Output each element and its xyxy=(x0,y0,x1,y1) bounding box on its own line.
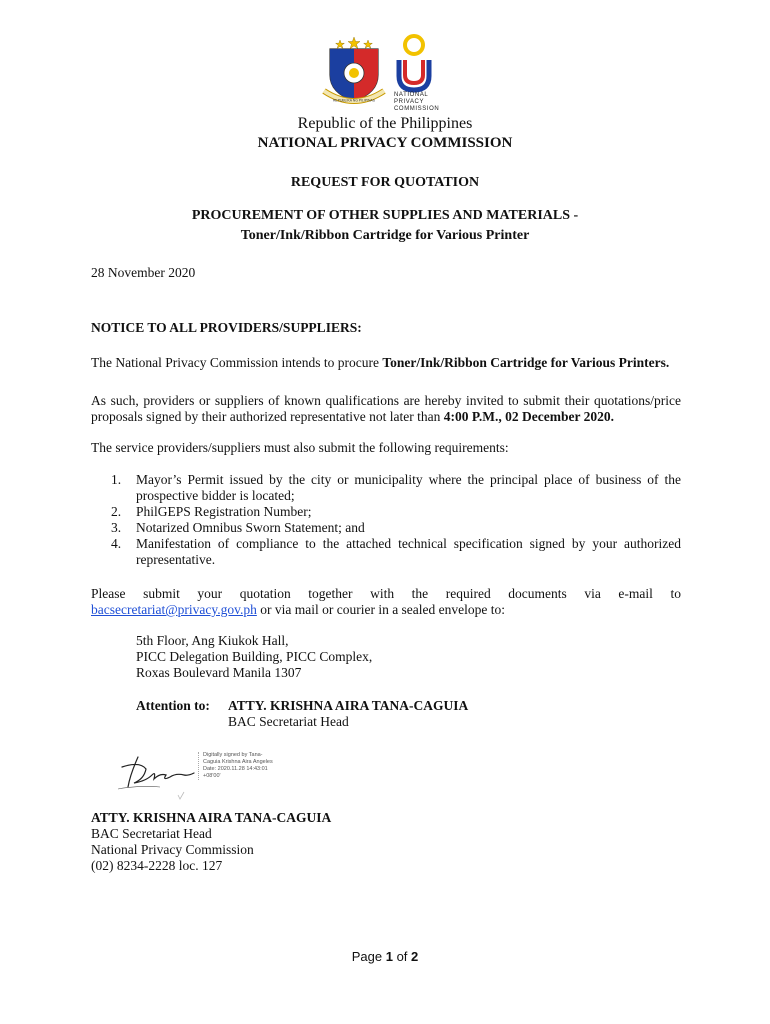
intent-paragraph xyxy=(91,355,681,371)
npc-text-line: PRIVACY xyxy=(394,99,425,105)
attention-name: ATTY. KRISHNA AIRA TANA-CAGUIA xyxy=(228,698,469,713)
digital-signature-stamp xyxy=(198,752,293,780)
submission-deadline: 4:00 P.M., 02 December 2020. xyxy=(443,409,614,424)
submission-line2-prefix: proposals signed by their authorized representative not later than xyxy=(91,409,444,424)
list-item xyxy=(91,504,681,520)
handwritten-signature-icon xyxy=(100,745,200,805)
npc-logo-text xyxy=(394,92,454,113)
digital-signature-line: Digitally signed by Tana- xyxy=(203,752,263,758)
email-link[interactable]: bacsecretariat@privacy.gov.ph xyxy=(91,602,257,617)
list-item-number: 1. xyxy=(111,472,122,487)
signatory-name: ATTY. KRISHNA AIRA TANA-CAGUIA xyxy=(91,810,332,825)
page-number xyxy=(0,949,770,964)
list-item-number: 4. xyxy=(111,536,122,551)
submission-line1: As such, providers or suppliers of known qualifications are hereby invited to submit their quotations/price xyxy=(91,393,681,408)
npc-logo-icon xyxy=(393,32,435,94)
digital-signature-line: +08'00' xyxy=(203,773,221,779)
list-item-text: Notarized Omnibus Sworn Statement; and xyxy=(136,520,365,535)
instructions-suffix: or via mail or courier in a sealed envelope to: xyxy=(256,602,506,617)
address-line: 5th Floor, Ang Kiukok Hall, xyxy=(136,633,289,648)
instructions-line1: Please submit your quotation together with the required documents via e-mail to xyxy=(91,586,681,601)
digital-signature-line: Date: 2020.11.28 14:43:01 xyxy=(203,766,268,772)
requirements-list xyxy=(91,472,681,568)
list-item-text: Mayor’s Permit issued by the city or municipality where the principal place of business of the prospective bidder is located; xyxy=(136,472,681,503)
philippine-seal-icon xyxy=(318,35,390,107)
digital-signature-line: Caguia Krishna Aira Angeles xyxy=(203,759,273,765)
npc-text-line: NATIONAL xyxy=(394,92,429,98)
list-item-text: Manifestation of compliance to the attached technical specification signed by your authorized representative. xyxy=(136,536,681,567)
logo-group xyxy=(318,30,458,120)
signatory-title: BAC Secretariat Head xyxy=(91,826,212,841)
procurement-title-line2: Toner/Ink/Ribbon Cartridge for Various Printer xyxy=(240,228,530,243)
document-title: REQUEST FOR QUOTATION xyxy=(290,175,480,190)
intent-prefix: The National Privacy Commission intends to procure xyxy=(91,355,383,370)
list-item xyxy=(91,520,681,536)
signatory-phone: (02) 8234-2228 loc. 127 xyxy=(91,858,223,873)
page-current: 1 xyxy=(385,949,393,964)
requirements-intro: The service providers/suppliers must also submit the following requirements: xyxy=(91,440,509,455)
submission-line2 xyxy=(91,409,681,425)
address-line: Roxas Boulevard Manila 1307 xyxy=(136,665,302,680)
list-item xyxy=(91,472,681,504)
attention-title: BAC Secretariat Head xyxy=(228,714,349,729)
list-item xyxy=(91,536,681,568)
address-line: PICC Delegation Building, PICC Complex, xyxy=(136,649,373,664)
of-word: of xyxy=(392,949,412,964)
page-total: 2 xyxy=(411,949,419,964)
list-item-number: 2. xyxy=(111,504,122,519)
agency-heading: NATIONAL PRIVACY COMMISSION xyxy=(257,135,513,151)
seal-ring-text: REPUBLIKA NG PILIPINAS xyxy=(332,98,376,103)
list-item-number: 3. xyxy=(111,520,122,535)
list-item-text: PhilGEPS Registration Number; xyxy=(136,504,312,519)
procurement-title-line1: PROCUREMENT OF OTHER SUPPLIES AND MATERIALS - xyxy=(191,208,579,223)
instructions-line2 xyxy=(91,602,681,618)
notice-heading: NOTICE TO ALL PROVIDERS/SUPPLIERS: xyxy=(91,320,362,335)
intent-item: Toner/Ink/Ribbon Cartridge for Various Printers. xyxy=(382,355,670,370)
republic-heading: Republic of the Philippines xyxy=(297,115,473,132)
attention-label: Attention to: xyxy=(136,698,210,713)
document-date: 28 November 2020 xyxy=(91,265,196,280)
page-word: Page xyxy=(351,949,386,964)
npc-text-line: COMMISSION xyxy=(394,106,440,112)
signatory-org: National Privacy Commission xyxy=(91,842,254,857)
